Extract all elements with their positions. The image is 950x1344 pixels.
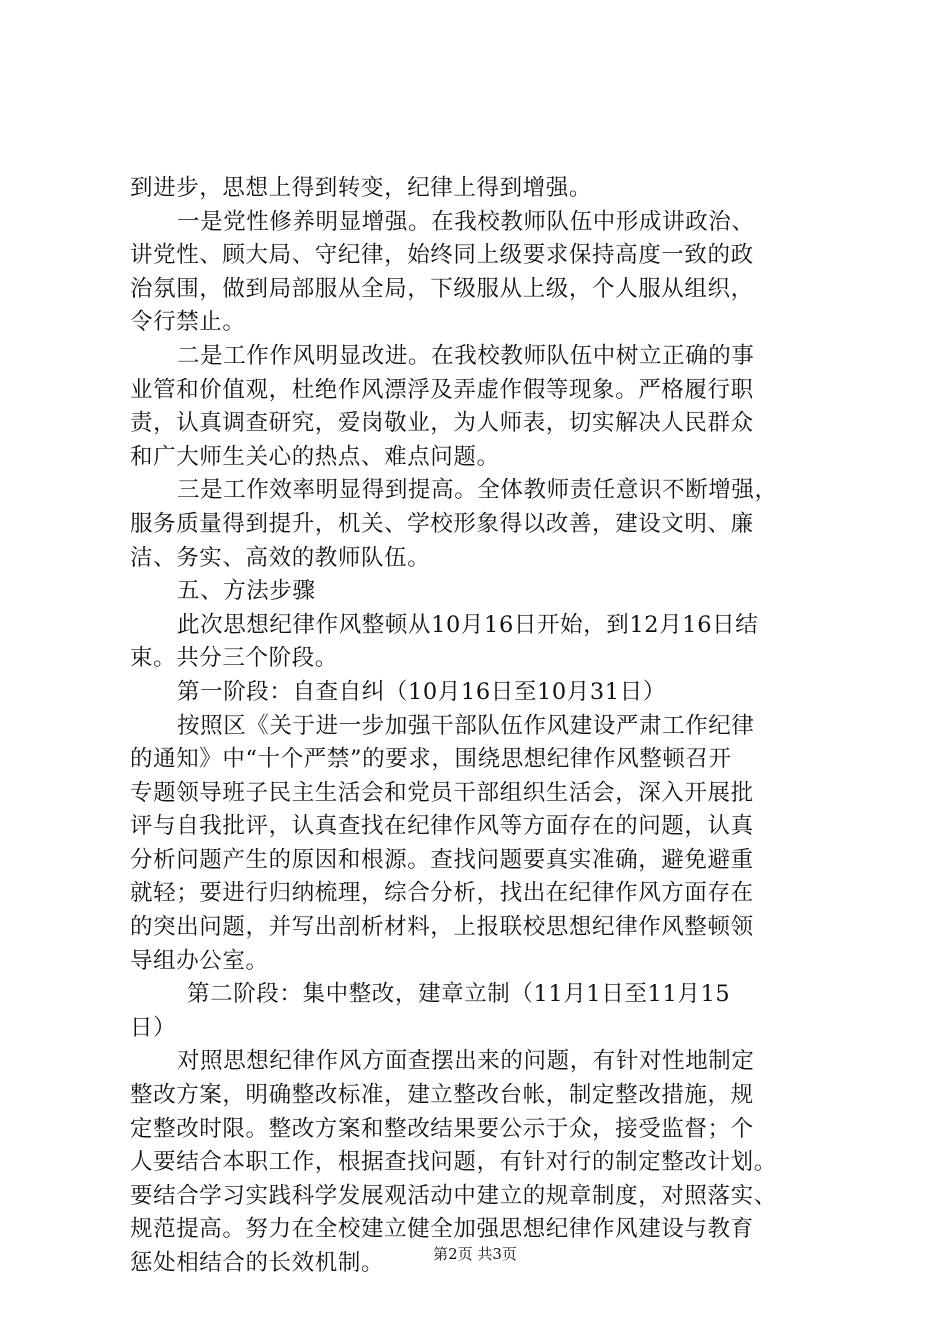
text-line: 评与自我批评，认真查找在纪律作风等方面存在的问题，认真 (130, 813, 754, 840)
text-line: 束。共分三个阶段。 (130, 645, 338, 672)
text-line: 服务质量得到提升，机关、学校形象得以改善，建设文明、廉 (130, 510, 754, 537)
text-line: 和广大师生关心的热点、难点问题。 (130, 443, 500, 470)
text-line: 治氛围，做到局部服从全局，下级服从上级，个人服从组织， (130, 275, 754, 302)
text-line: 三是工作效率明显得到提高。全体教师责任意识不断增强， (177, 477, 778, 504)
text-line: 讲党性、顾大局、守纪律，始终同上级要求保持高度一致的政 (130, 242, 754, 269)
text-line: 日） (130, 1014, 177, 1041)
text-line: 此次思想纪律作风整顿从10月16日开始，到12月16日结 (177, 611, 759, 638)
text-line: 规范提高。努力在全校建立健全加强思想纪律作风建设与教育 (130, 1216, 754, 1243)
section-heading: 五、方法步骤 (177, 578, 316, 605)
text-line: 到进步，思想上得到转变，纪律上得到增强。 (130, 175, 593, 201)
text-line: 惩处相结合的长效机制。 (130, 1250, 385, 1276)
stage-heading: 第一阶段：自查自纠（10月16日至10月31日） (177, 678, 666, 705)
text-line: 就轻；要进行归纳梳理，综合分析，找出在纪律作风方面存在 (130, 880, 754, 907)
text-line: 业管和价值观，杜绝作风漂浮及弄虚作假等现象。严格履行职 (130, 376, 754, 403)
text-line: 人要结合本职工作，根据查找问题，有针对行的制定整改计划。 (130, 1149, 777, 1176)
stage-heading: 第二阶段：集中整改，建章立制（11月1日至11月15 (187, 981, 731, 1008)
text-line: 洁、务实、高效的教师队伍。 (130, 544, 431, 571)
text-line: 按照区《关于进一步加强干部队伍作风建设严肃工作纪律 (177, 712, 755, 739)
text-line: 专题领导班子民主生活会和党员干部组织生活会，深入开展批 (130, 779, 754, 806)
text-line: 责，认真调查研究，爱岗敬业，为人师表，切实解决人民群众 (130, 410, 754, 437)
text-line: 整改方案，明确整改标准，建立整改台帐，制定整改措施，规 (130, 1082, 754, 1109)
text-line: 一是党性修养明显增强。在我校教师队伍中形成讲政治、 (177, 208, 755, 235)
text-line: 的突出问题，并写出剖析材料，上报联校思想纪律作风整顿领 (130, 914, 754, 941)
document-body (130, 172, 835, 1281)
text-line: 二是工作作风明显改进。在我校教师队伍中树立正确的事 (177, 342, 755, 369)
text-line: 对照思想纪律作风方面查摆出来的问题，有针对性地制定 (177, 1048, 755, 1075)
text-line: 导组办公室。 (130, 947, 269, 974)
text-line: 定整改时限。整改方案和整改结果要公示于众，接受监督；个 (130, 1115, 754, 1142)
text-line: 令行禁止。 (130, 309, 246, 336)
text-line: 分析问题产生的原因和根源。查找问题要真实准确，避免避重 (130, 846, 754, 873)
page-footer: 第2页 共3页 (433, 1245, 517, 1263)
text-line: 的通知》中“十个严禁”的要求，围绕思想纪律作风整顿召开 (130, 746, 732, 773)
text-line: 要结合学习实践科学发展观活动中建立的规章制度，对照落实、 (130, 1182, 777, 1209)
